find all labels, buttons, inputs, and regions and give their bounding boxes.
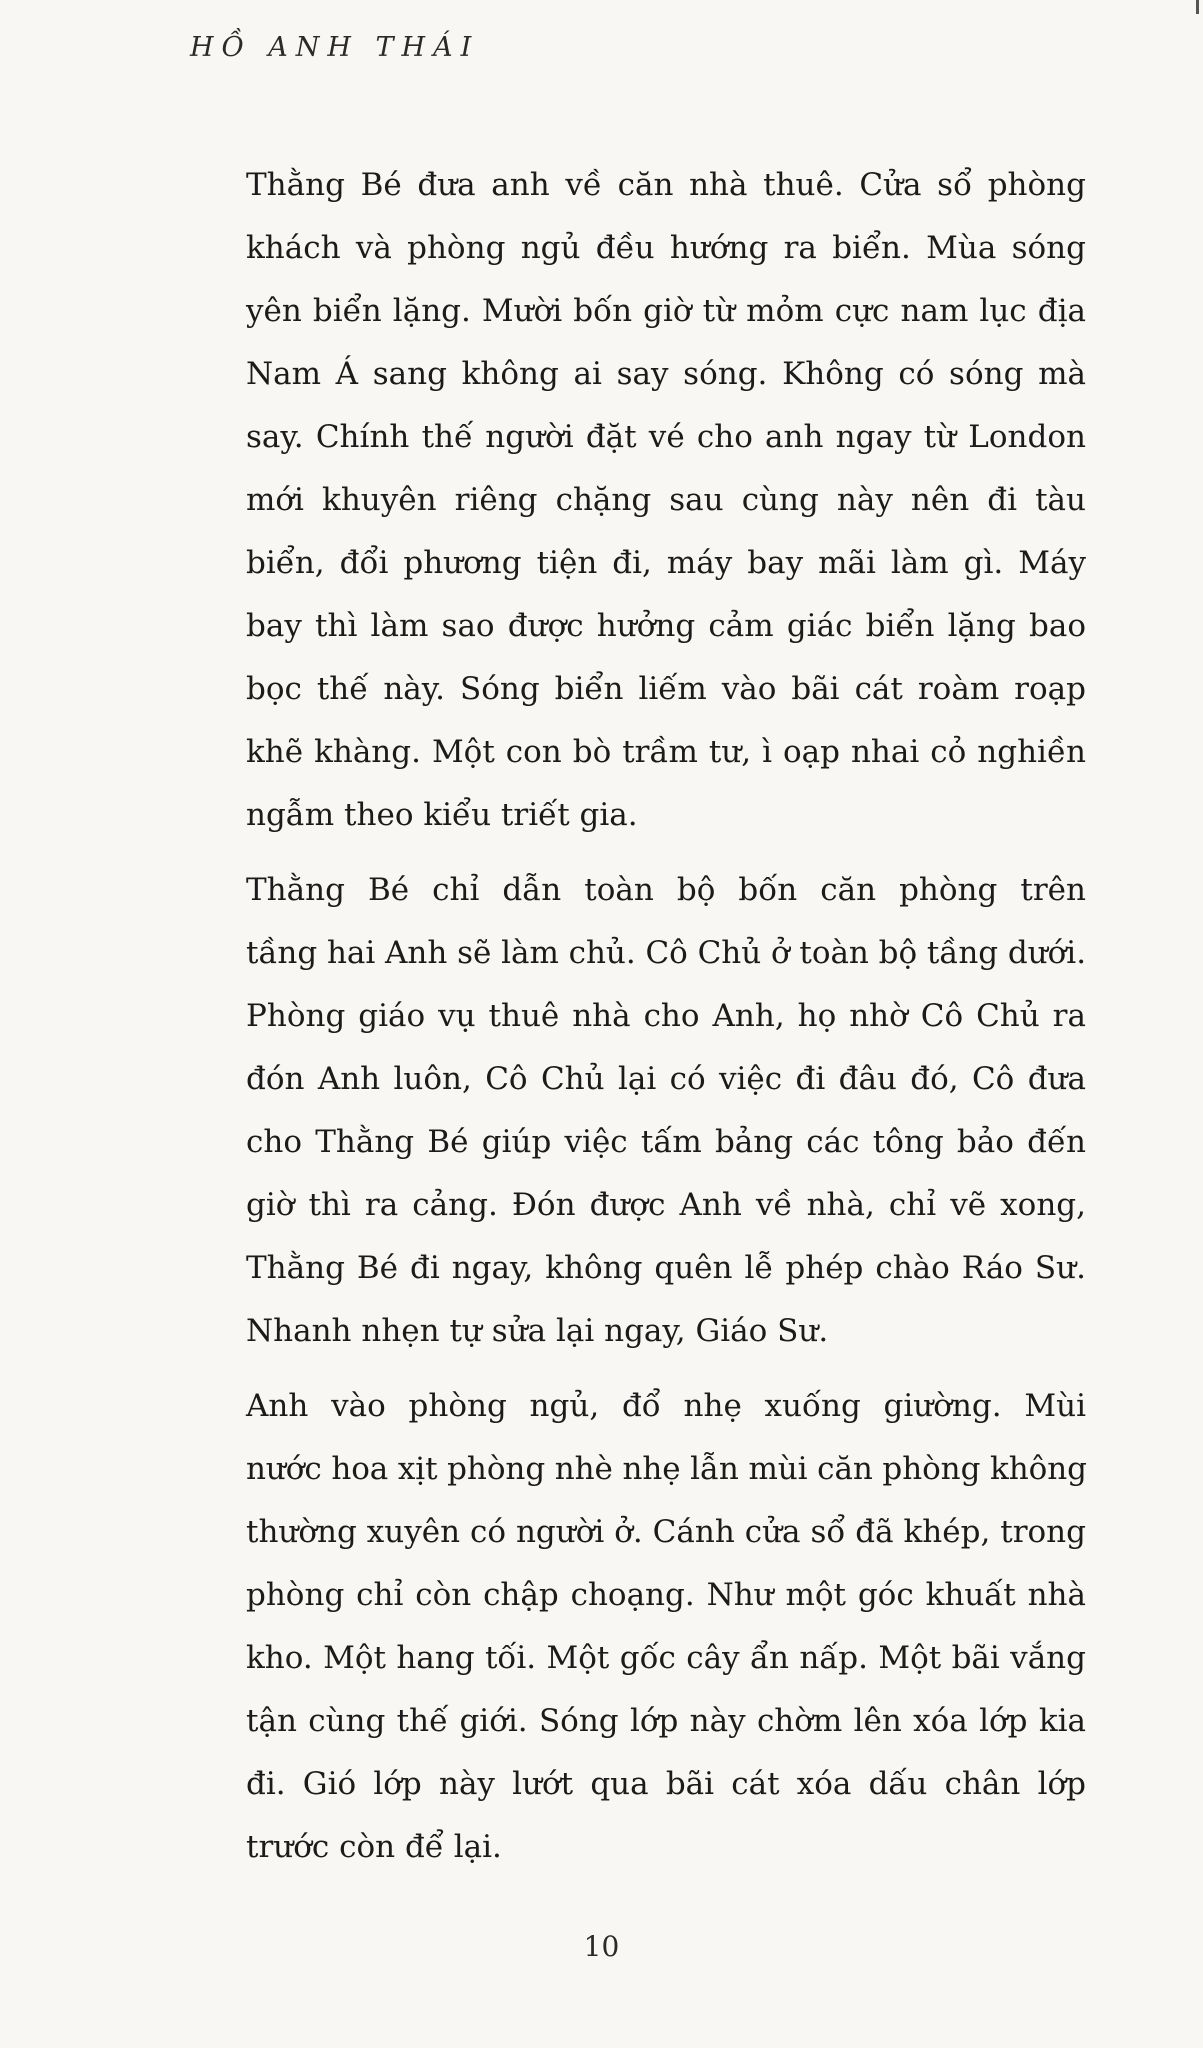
text-line: cho Thằng Bé giúp việc tấm bảng các tông bảo đến: [246, 1124, 1086, 1160]
paragraph-1: [246, 154, 1086, 847]
text-line: tầng hai Anh sẽ làm chủ. Cô Chủ ở toàn bộ tầng dưới.: [246, 935, 1087, 971]
text-line: khẽ khàng. Một con bò trầm tư, ì oạp nhai cỏ nghiền: [246, 734, 1086, 770]
text-line: khách và phòng ngủ đều hướng ra biển. Mùa sóng: [246, 230, 1086, 266]
text-line: say. Chính thế người đặt vé cho anh ngay từ London: [246, 419, 1086, 455]
text-line: trước còn để lại.: [246, 1829, 502, 1865]
page-edge-mark: [1196, 0, 1199, 14]
page-number: 10: [583, 1930, 620, 1963]
text-line: Phòng giáo vụ thuê nhà cho Anh, họ nhờ Cô Chủ ra: [246, 998, 1086, 1034]
text-line: mới khuyên riêng chặng sau cùng này nên đi tàu: [246, 482, 1086, 518]
running-head-author: HỒ ANH THÁI: [190, 32, 480, 63]
text-line: giờ thì ra cảng. Đón được Anh về nhà, chỉ vẽ xong,: [246, 1187, 1086, 1223]
body-text: [246, 154, 1086, 1891]
text-line: bay thì làm sao được hưởng cảm giác biển lặng bao: [246, 608, 1086, 644]
text-line: Thằng Bé chỉ dẫn toàn bộ bốn căn phòng trên: [246, 872, 1086, 908]
text-line: Thằng Bé đưa anh về căn nhà thuê. Cửa sổ phòng: [246, 167, 1086, 203]
text-line: yên biển lặng. Mười bốn giờ từ mỏm cực nam lục địa: [246, 293, 1086, 329]
text-line: kho. Một hang tối. Một gốc cây ẩn nấp. Một bãi vắng: [246, 1640, 1086, 1676]
text-line: Nhanh nhẹn tự sửa lại ngay, Giáo Sư.: [246, 1313, 829, 1349]
text-line: thường xuyên có người ở. Cánh cửa sổ đã khép, trong: [246, 1514, 1086, 1550]
text-line: Thằng Bé đi ngay, không quên lễ phép chào Ráo Sư.: [246, 1250, 1086, 1286]
paragraph-2: [246, 859, 1086, 1363]
paragraph-3: [246, 1375, 1086, 1879]
text-line: tận cùng thế giới. Sóng lớp này chờm lên xóa lớp kia: [246, 1703, 1086, 1739]
text-line: Nam Á sang không ai say sóng. Không có sóng mà: [246, 356, 1086, 392]
text-line: đón Anh luôn, Cô Chủ lại có việc đi đâu đó, Cô đưa: [246, 1061, 1086, 1097]
text-line: Anh vào phòng ngủ, đổ nhẹ xuống giường. Mùi: [246, 1388, 1086, 1424]
text-line: nước hoa xịt phòng nhè nhẹ lẫn mùi căn phòng không: [246, 1451, 1087, 1487]
text-line: phòng chỉ còn chập choạng. Như một góc khuất nhà: [246, 1577, 1086, 1613]
text-line: bọc thế này. Sóng biển liếm vào bãi cát roàm roạp: [246, 671, 1086, 707]
text-line: đi. Gió lớp này lướt qua bãi cát xóa dấu chân lớp: [246, 1766, 1086, 1802]
text-line: biển, đổi phương tiện đi, máy bay mãi làm gì. Máy: [246, 545, 1086, 581]
text-line: ngẫm theo kiểu triết gia.: [246, 797, 638, 833]
